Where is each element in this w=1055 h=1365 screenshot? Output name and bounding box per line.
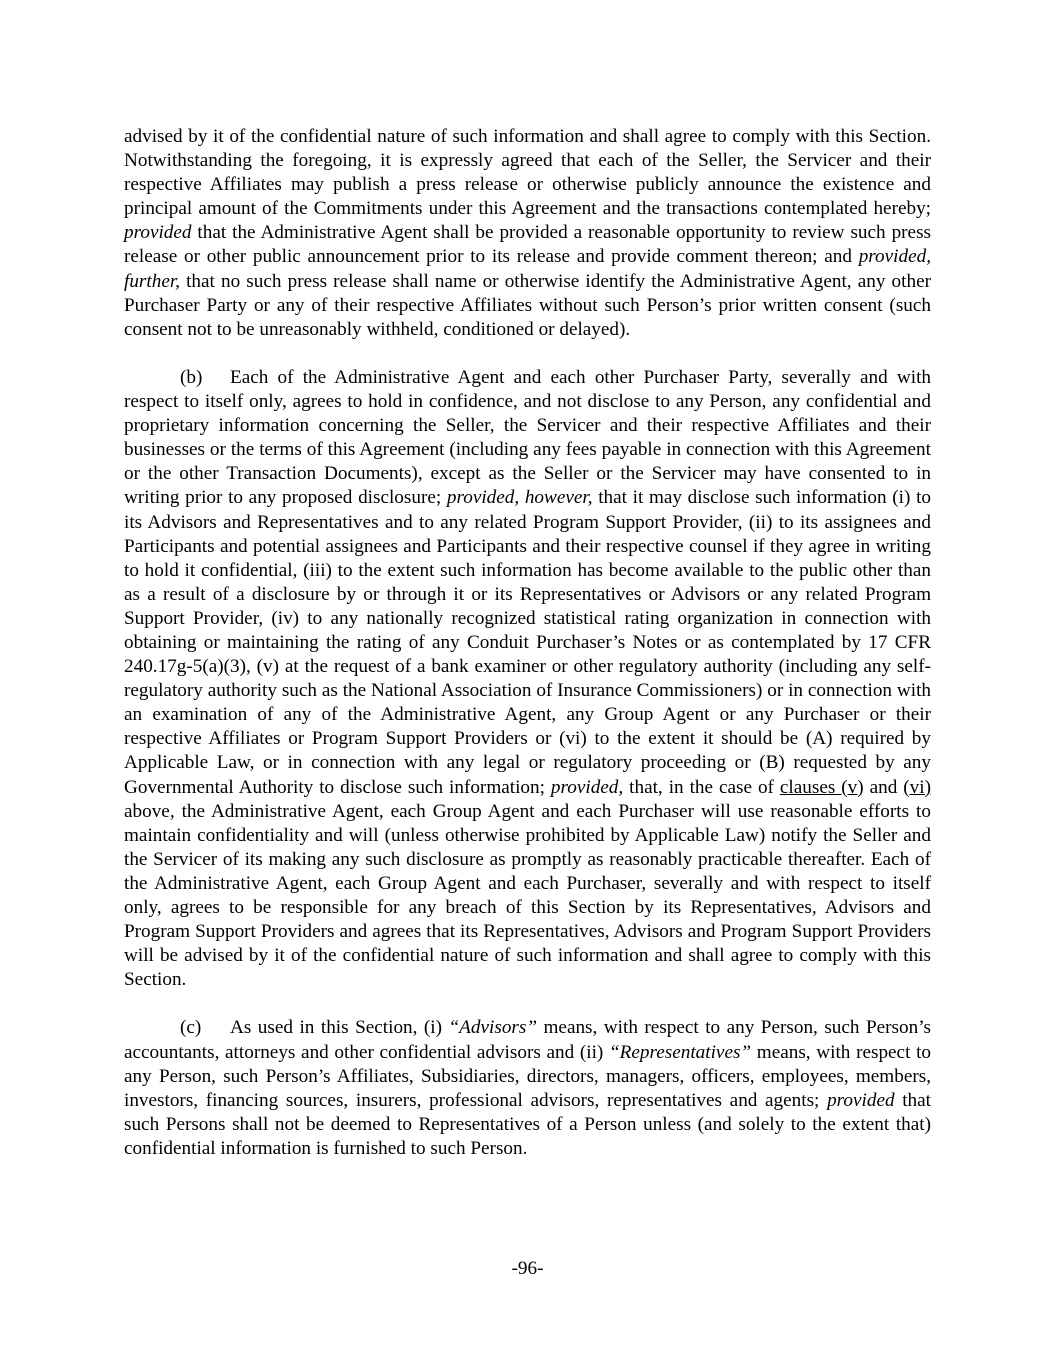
text-run: above, the Administrative Agent, each Group Agent and each Purchaser will use reasonable efforts to maintain confidentiality and will (unless otherwise prohibited by Applicable Law) notify the Seller and the Servicer of its making any such disclosure as promptly as reasonably practicable thereafter. Each of the Administrative Agent, each Group Agent and each Purchaser, severally and with respect to itself only, agrees to be responsible for any breach of this Section by its Representatives, Advisors and Program Support Providers and agrees that its Representatives, Advisors and Program Support Providers will be advised by it of the confidential nature of such information and shall agree to comply with this Section. — [124, 800, 931, 991]
italic-text: provided, however, — [446, 487, 593, 509]
defined-term: “Advisors” — [448, 1017, 538, 1039]
text-run: that such Persons shall not be deemed to Representatives of a Person unless (and solely to the extent that) confidential information is furnished to such Person. — [124, 1089, 931, 1159]
text-run: means, with respect to any Person, such Person’s accountants, attorneys and other confidential advisors and (ii) — [124, 1017, 931, 1063]
text-run: that, in the case of — [623, 776, 780, 798]
text-run: means, with respect to any Person, such Person’s Affiliates, Subsidiaries, directors, managers, officers, employees, members, investors, financing sources, insurers, professional advisors, representatives and agents; — [124, 1041, 932, 1111]
text-run: that no such press release shall name or otherwise identify the Administrative Agent, any other Purchaser Party or any of their respective Affiliates without such Person’s prior written consent (such consent not to be unreasonably withheld, conditioned or delayed). — [124, 270, 931, 340]
underlined-reference: clauses (v) — [779, 776, 864, 798]
text-run: As used in this Section, (i) — [230, 1017, 449, 1039]
text-run: that the Administrative Agent shall be provided a reasonable opportunity to review such press release or other public announcement prior to its release and provide comment thereon; and — [124, 222, 931, 268]
underlined-reference: (vi) — [903, 776, 931, 798]
italic-text: provided — [124, 222, 192, 244]
defined-term: “Representatives” — [609, 1041, 752, 1063]
italic-text: provided, further, — [124, 246, 931, 292]
text-run: Each of the Administrative Agent and each other Purchaser Party, severally and with respect to itself only, agrees to hold in confidence, and not disclose to any Person, any confidential and proprietary information concerning the Seller, the Servicer and their respective Affiliates and their businesses or the terms of this Agreement (including any fees payable in connection with this Agreement or the other Transaction Documents), except as the Seller or the Servicer may have consented to in writing prior to any proposed disclosure; — [124, 366, 931, 509]
text-run: and — [863, 776, 904, 798]
clause-label: (b) — [180, 366, 203, 388]
page-number: -96- — [511, 1258, 544, 1279]
document-page — [124, 125, 931, 1161]
clause-label: (c) — [180, 1017, 202, 1039]
paragraph-b — [124, 366, 931, 992]
text-run: that it may disclose such information (i) to its Advisors and Representatives and to any related Program Support Provider, (ii) to its assignees and Participants and potential assignees and Participants and their respective counsel if they agree in writing to hold it confidential, (iii) to the extent such information has become available to the public other than as a result of a disclosure by or through it or its Representatives or Advisors or any related Program Support Provider, (iv) to any nationally recognized statistical rating organization in connection with obtaining or maintaining the rating of any Conduit Purchaser’s Notes or as contemplated by 17 CFR 240.17g-5(a)(3), (v) at the request of a bank examiner or other regulatory authority (including any self-regulatory authority such as the National Association of Insurance Commissioners) or in connection with an examination of any of the Administrative Agent, any Group Agent or any Purchaser or their respective Affiliates or Program Support Providers or (vi) to the extent it should be (A) required by Applicable Law, or in connection with any legal or regulatory proceeding or (B) requested by any Governmental Authority to disclose such information; — [124, 487, 931, 798]
text-run: advised by it of the confidential nature of such information and shall agree to comply with this Section. Notwithstanding the foregoing, it is expressly agreed that each of the Seller, the Servicer and their respective Affiliates may publish a press release or otherwise publicly announce the existence and principal amount of the Commitments under this Agreement and the transactions contemplated hereby; — [124, 126, 931, 220]
italic-text: provided — [827, 1089, 895, 1111]
paragraph-continuation — [124, 125, 931, 342]
italic-text: provided, — [550, 776, 624, 798]
paragraph-c — [124, 1016, 931, 1161]
